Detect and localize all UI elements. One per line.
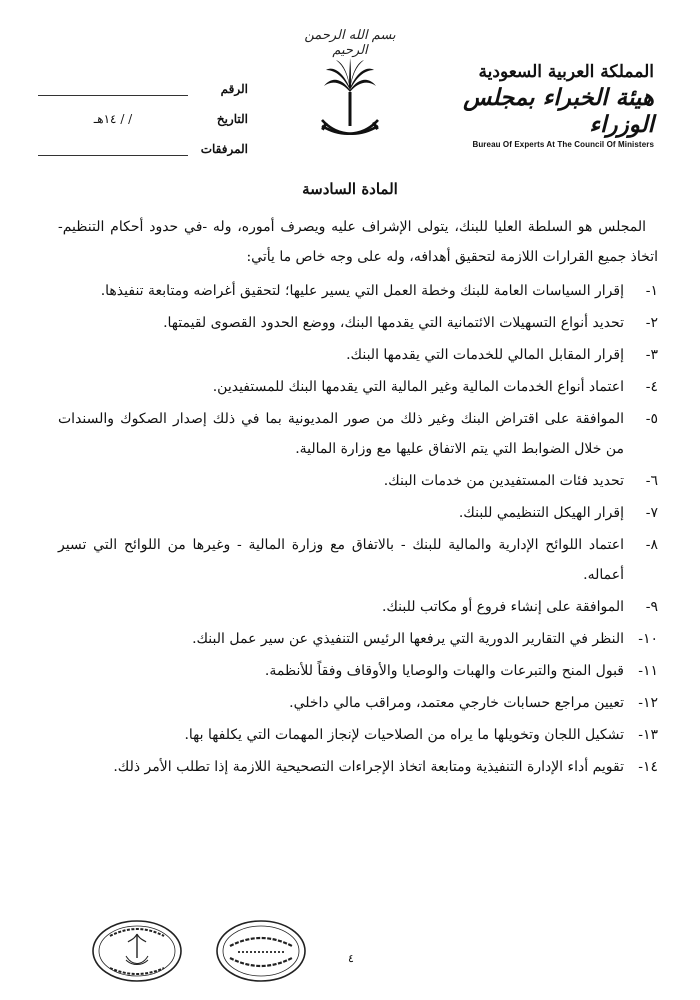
item-text: إقرار المقابل المالي للخدمات التي يقدمها البنك. [346, 347, 624, 363]
list-item [58, 404, 658, 464]
list-item [58, 656, 658, 686]
meta-number-row [38, 66, 248, 96]
item-number: ٩- [645, 599, 658, 615]
list-item [58, 372, 658, 402]
list-item [58, 308, 658, 338]
item-text: تحديد أنواع التسهيلات الائتمانية التي يقدمها البنك، ووضع الحدود القصوى لقيمتها. [163, 315, 624, 331]
article-title: المادة السادسة [302, 180, 398, 198]
meta-attachments-field [38, 141, 188, 156]
item-number: ١- [645, 283, 658, 299]
item-number: ١٢- [638, 695, 658, 711]
meta-number-field [38, 81, 188, 96]
basmala: بسم الله الرحمن الرحيم [304, 28, 396, 58]
list-item [58, 688, 658, 718]
list-item [58, 752, 658, 782]
item-text: تشكيل اللجان وتخويلها ما يراه من الصلاحيات لإنجاز المهمات التي يكلفها بها. [184, 727, 624, 743]
saudi-emblem-icon [318, 52, 382, 144]
org-country-name: المملكة العربية السعودية [478, 62, 654, 82]
item-text: الموافقة على إنشاء فروع أو مكاتب للبنك. [381, 599, 624, 615]
item-text: إقرار الهيكل التنظيمي للبنك. [458, 505, 624, 521]
meta-attachments-row [38, 126, 248, 156]
item-text: تحديد فئات المستفيدين من خدمات البنك. [383, 473, 624, 489]
item-text: اعتماد اللوائح الإدارية والمالية للبنك - بالاتفاق مع وزارة المالية - وغيرها من اللوائح التي تسير أعماله. [58, 537, 624, 583]
official-seal-icon [90, 918, 184, 984]
item-number: ٧- [645, 505, 658, 521]
item-number: ٢- [645, 315, 658, 331]
page-number: ٤ [348, 952, 354, 965]
article-intro: المجلس هو السلطة العليا للبنك، يتولى الإشراف عليه ويصرف أموره، وله -في حدود أحكام التنظيم- اتخاذ جميع القرارات اللازمة لتحقيق أهدافه، وله على وجه خاص ما يأتي: [58, 219, 658, 265]
meta-attachments-label: المرفقات [200, 142, 248, 156]
meta-date-row [38, 96, 248, 126]
item-number: ١٠- [638, 631, 658, 647]
article-items-list [58, 276, 658, 782]
list-item [58, 624, 658, 654]
item-number: ٥- [645, 411, 658, 427]
item-number: ١٤- [638, 759, 658, 775]
organization-header [454, 62, 654, 149]
org-name-english: Bureau Of Experts At The Council Of Ministers [472, 140, 654, 149]
meta-number-label: الرقم [220, 82, 248, 96]
item-text: اعتماد أنواع الخدمات المالية وغير المالية التي يقدمها البنك للمستفيدين. [212, 379, 624, 395]
document-meta-block [38, 66, 248, 156]
official-seal-icon [214, 918, 308, 984]
item-number: ٨- [645, 537, 658, 553]
article-body [58, 212, 658, 784]
list-item [58, 466, 658, 496]
list-item [58, 592, 658, 622]
item-text: الموافقة على اقتراض البنك وغير ذلك من صور المديونية بما في ذلك إصدار الصكوك والسندات من خلال الضوابط التي يتم الاتفاق عليها مع وزارة المالية. [58, 411, 624, 457]
list-item [58, 720, 658, 750]
meta-date-label: التاريخ [216, 112, 248, 126]
meta-date-value: / / ١٤هـ [93, 112, 133, 126]
item-text: تقويم أداء الإدارة التنفيذية ومتابعة اتخاذ الإجراءات التصحيحية اللازمة إذا تطلب الأمر ذلك. [113, 759, 624, 775]
item-text: قبول المنح والتبرعات والهبات والوصايا والأوقاف وفقاً للأنظمة. [264, 663, 624, 679]
item-text: إقرار السياسات العامة للبنك وخطة العمل التي يسير عليها؛ لتحقيق أغراضه ومتابعة تنفيذها. [100, 283, 624, 299]
org-name-arabic: هيئة الخبراء بمجلس الوزراء [463, 84, 654, 138]
item-number: ٣- [645, 347, 658, 363]
item-number: ٤- [645, 379, 658, 395]
item-number: ٦- [645, 473, 658, 489]
item-number: ١١- [638, 663, 658, 679]
list-item [58, 276, 658, 306]
item-text: النظر في التقارير الدورية التي يرفعها الرئيس التنفيذي عن سير عمل البنك. [192, 631, 624, 647]
item-text: تعيين مراجع حسابات خارجي معتمد، ومراقب مالي داخلي. [289, 695, 624, 711]
list-item [58, 498, 658, 528]
item-number: ١٣- [638, 727, 658, 743]
list-item [58, 340, 658, 370]
list-item [58, 530, 658, 590]
